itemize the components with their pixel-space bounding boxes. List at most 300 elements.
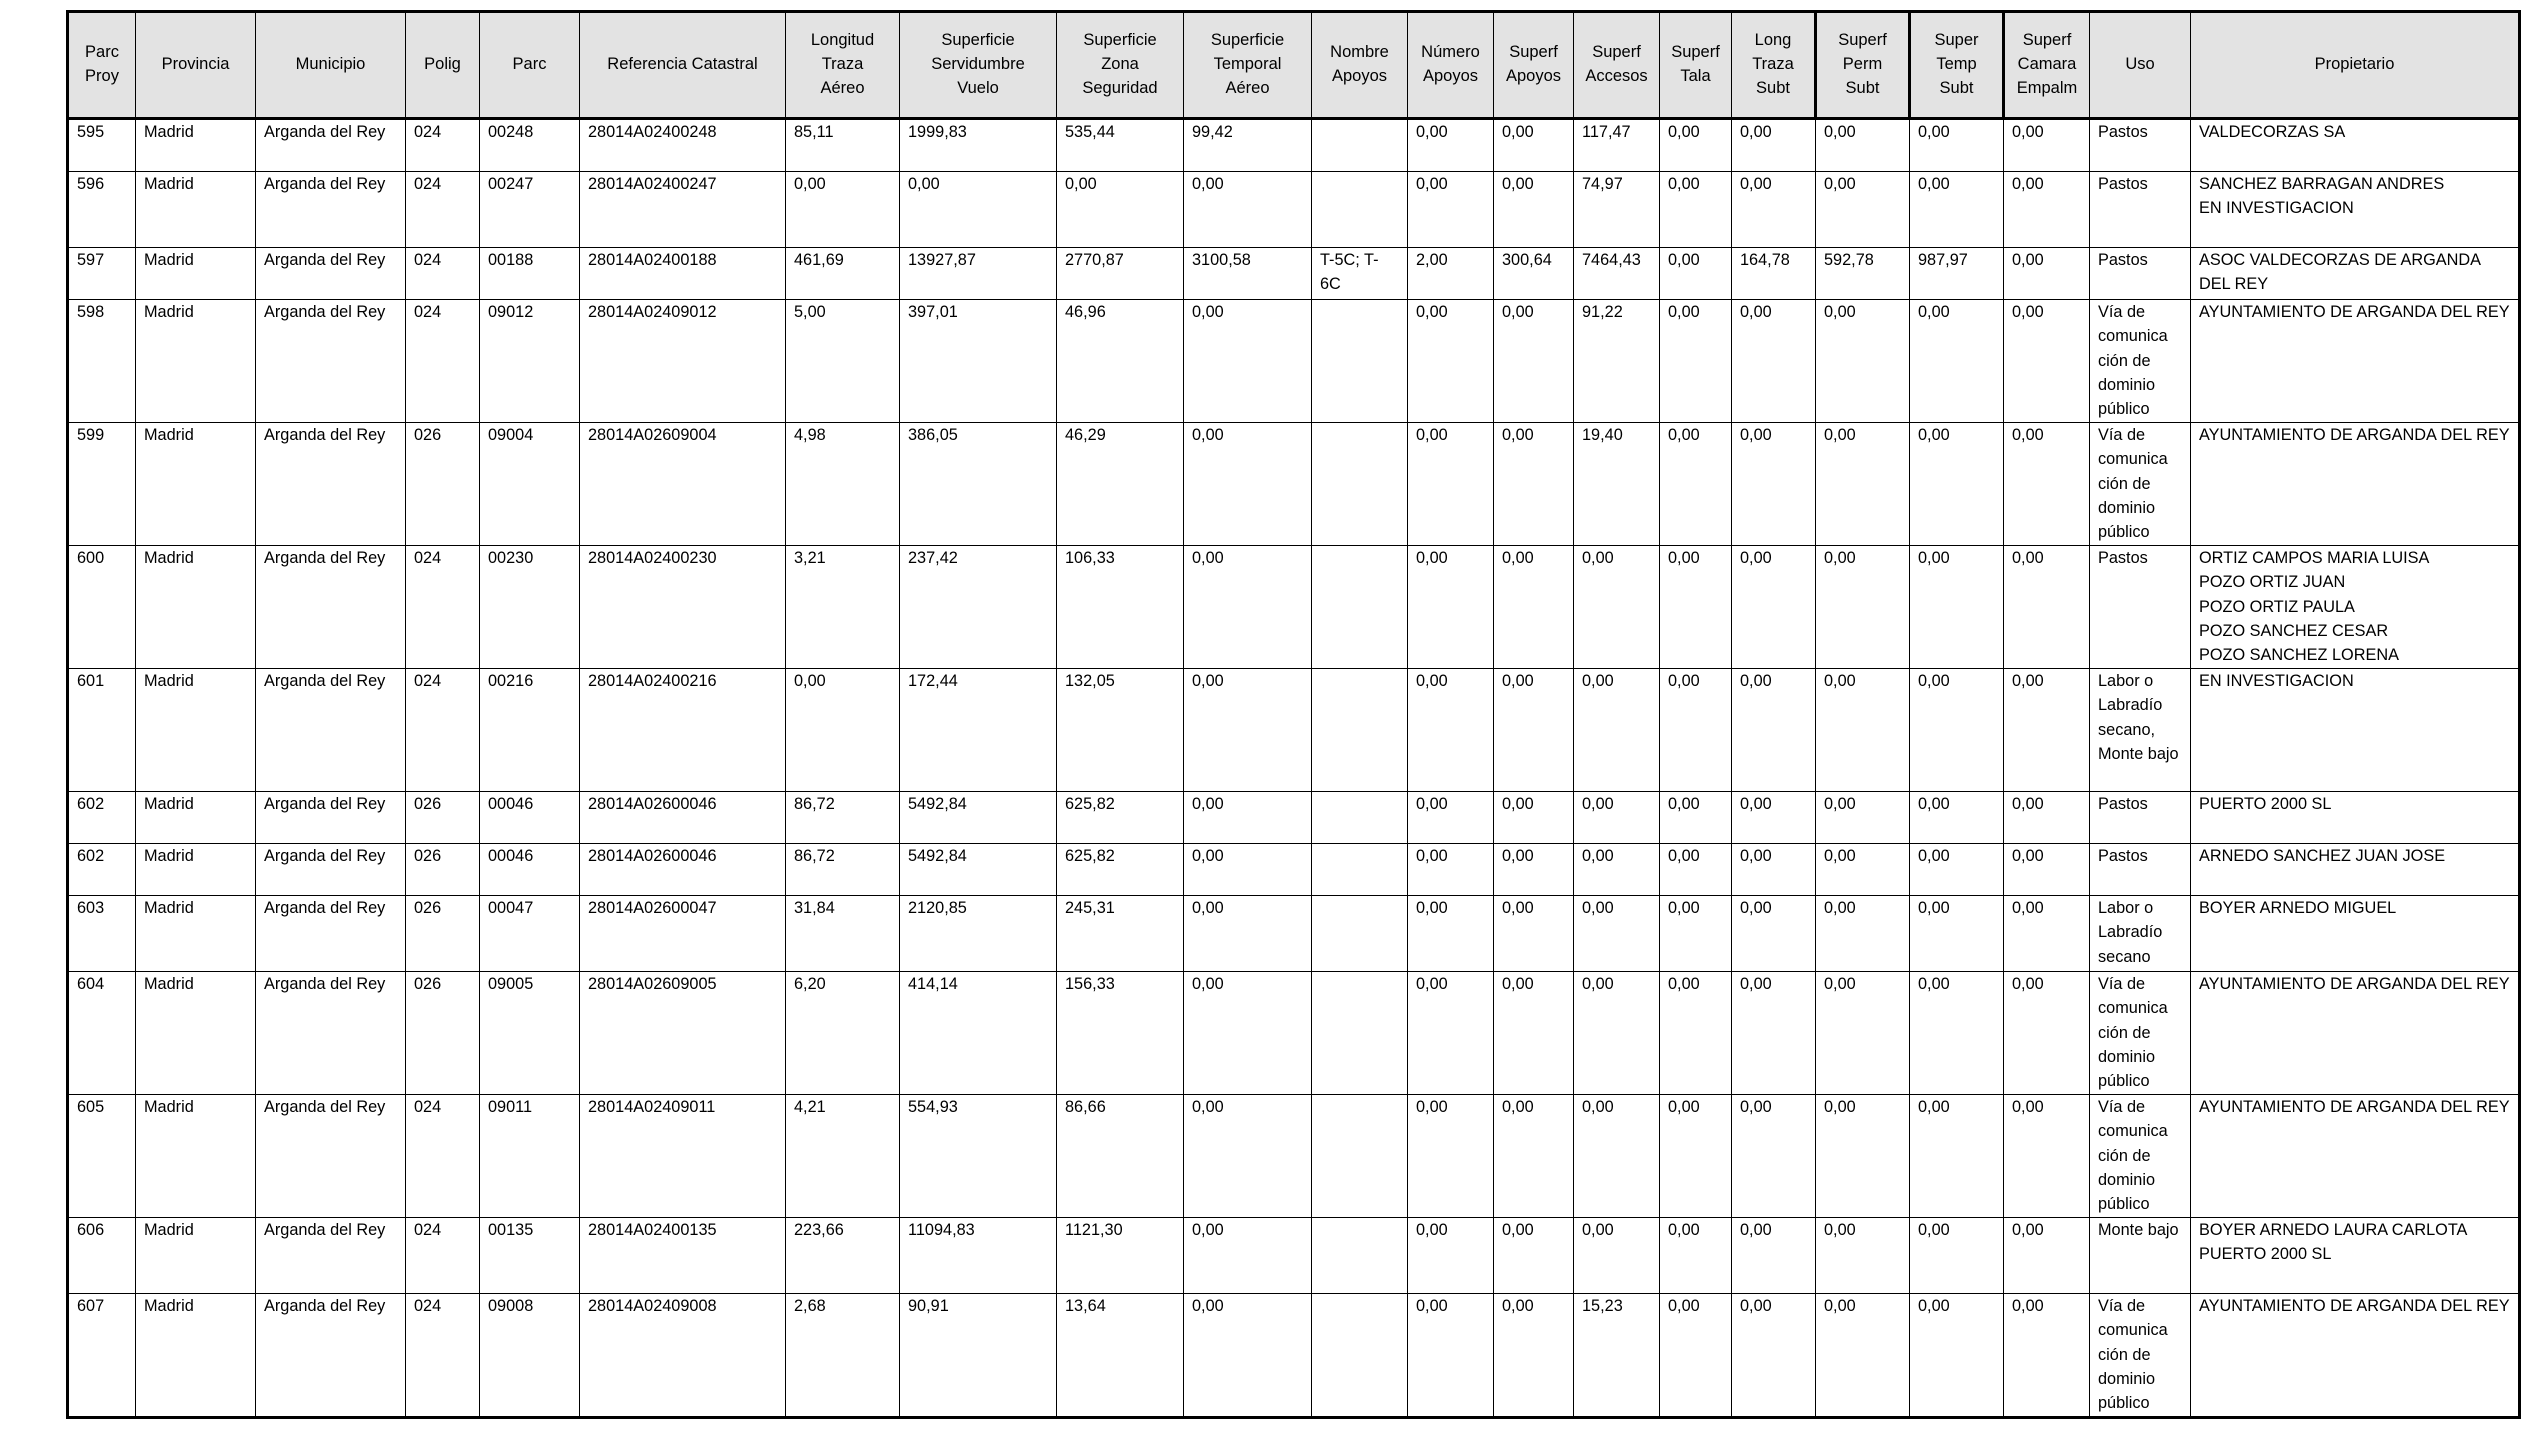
cell-superficie-temporal-aereo: 0,00 bbox=[1184, 792, 1312, 844]
cell-superf-accesos: 0,00 bbox=[1574, 1095, 1660, 1218]
cell-superficie-zona-seguridad: 535,44 bbox=[1057, 119, 1184, 172]
col-header-parc-proy: Parc Proy bbox=[68, 12, 136, 119]
cell-superf-apoyos: 0,00 bbox=[1494, 119, 1574, 172]
cell-propietario: AYUNTAMIENTO DE ARGANDA DEL REY bbox=[2191, 1294, 2520, 1418]
cell-provincia: Madrid bbox=[136, 119, 256, 172]
cell-superf-tala: 0,00 bbox=[1660, 896, 1732, 972]
cell-super-temp-subt: 0,00 bbox=[1910, 1218, 2004, 1294]
cell-uso: Monte bajo bbox=[2090, 1218, 2191, 1294]
cell-parc: 00248 bbox=[480, 119, 580, 172]
cell-long-traza-subt: 0,00 bbox=[1732, 972, 1816, 1095]
cell-polig: 024 bbox=[406, 248, 480, 300]
cell-superf-camara-empalm: 0,00 bbox=[2004, 119, 2090, 172]
cell-referencia-catastral: 28014A02600046 bbox=[580, 792, 786, 844]
cell-polig: 024 bbox=[406, 1294, 480, 1418]
cell-uso: Labor o Labradío secano, Monte bajo bbox=[2090, 669, 2191, 792]
col-header-superf-accesos: Superf Accesos bbox=[1574, 12, 1660, 119]
cell-long-traza-subt: 0,00 bbox=[1732, 896, 1816, 972]
cell-municipio: Arganda del Rey bbox=[256, 423, 406, 546]
cell-referencia-catastral: 28014A02600047 bbox=[580, 896, 786, 972]
cell-polig: 024 bbox=[406, 669, 480, 792]
cell-municipio: Arganda del Rey bbox=[256, 972, 406, 1095]
table-row bbox=[68, 248, 2520, 300]
cell-referencia-catastral: 28014A02409011 bbox=[580, 1095, 786, 1218]
cell-nombre-apoyos bbox=[1312, 1218, 1408, 1294]
cell-parc: 09004 bbox=[480, 423, 580, 546]
cell-numero-apoyos: 0,00 bbox=[1408, 896, 1494, 972]
cell-superficie-temporal-aereo: 0,00 bbox=[1184, 669, 1312, 792]
cell-superficie-temporal-aereo: 0,00 bbox=[1184, 1095, 1312, 1218]
cell-parc-proy: 600 bbox=[68, 546, 136, 669]
cell-superf-camara-empalm: 0,00 bbox=[2004, 172, 2090, 248]
cell-uso: Pastos bbox=[2090, 248, 2191, 300]
parcel-table bbox=[66, 10, 2521, 1419]
cell-provincia: Madrid bbox=[136, 669, 256, 792]
cell-provincia: Madrid bbox=[136, 423, 256, 546]
cell-parc: 00046 bbox=[480, 844, 580, 896]
cell-superficie-servidumbre-vuelo: 0,00 bbox=[900, 172, 1057, 248]
col-header-super-temp-subt: Super Temp Subt bbox=[1910, 12, 2004, 119]
cell-referencia-catastral: 28014A02409008 bbox=[580, 1294, 786, 1418]
col-header-superficie-temporal-aereo: Superficie Temporal Aéreo bbox=[1184, 12, 1312, 119]
cell-uso: Labor o Labradío secano bbox=[2090, 896, 2191, 972]
cell-long-traza-subt: 0,00 bbox=[1732, 300, 1816, 423]
cell-municipio: Arganda del Rey bbox=[256, 844, 406, 896]
table-row bbox=[68, 972, 2520, 1095]
cell-long-traza-subt: 0,00 bbox=[1732, 669, 1816, 792]
cell-polig: 024 bbox=[406, 119, 480, 172]
cell-longitud-traza-aereo: 2,68 bbox=[786, 1294, 900, 1418]
cell-superf-apoyos: 0,00 bbox=[1494, 172, 1574, 248]
cell-super-temp-subt: 0,00 bbox=[1910, 669, 2004, 792]
cell-municipio: Arganda del Rey bbox=[256, 1095, 406, 1218]
cell-numero-apoyos: 0,00 bbox=[1408, 423, 1494, 546]
cell-superf-accesos: 117,47 bbox=[1574, 119, 1660, 172]
cell-long-traza-subt: 0,00 bbox=[1732, 546, 1816, 669]
cell-provincia: Madrid bbox=[136, 248, 256, 300]
cell-long-traza-subt: 0,00 bbox=[1732, 423, 1816, 546]
cell-parc-proy: 598 bbox=[68, 300, 136, 423]
col-header-municipio: Municipio bbox=[256, 12, 406, 119]
cell-polig: 024 bbox=[406, 172, 480, 248]
cell-propietario: AYUNTAMIENTO DE ARGANDA DEL REY bbox=[2191, 1095, 2520, 1218]
cell-propietario: AYUNTAMIENTO DE ARGANDA DEL REY bbox=[2191, 300, 2520, 423]
cell-referencia-catastral: 28014A02400230 bbox=[580, 546, 786, 669]
cell-long-traza-subt: 0,00 bbox=[1732, 844, 1816, 896]
table-row bbox=[68, 896, 2520, 972]
cell-parc-proy: 607 bbox=[68, 1294, 136, 1418]
table-row bbox=[68, 119, 2520, 172]
cell-numero-apoyos: 0,00 bbox=[1408, 546, 1494, 669]
cell-superficie-zona-seguridad: 46,96 bbox=[1057, 300, 1184, 423]
cell-long-traza-subt: 0,00 bbox=[1732, 1218, 1816, 1294]
cell-longitud-traza-aereo: 0,00 bbox=[786, 669, 900, 792]
cell-numero-apoyos: 0,00 bbox=[1408, 300, 1494, 423]
cell-propietario: AYUNTAMIENTO DE ARGANDA DEL REY bbox=[2191, 972, 2520, 1095]
cell-numero-apoyos: 0,00 bbox=[1408, 119, 1494, 172]
cell-parc-proy: 601 bbox=[68, 669, 136, 792]
cell-nombre-apoyos bbox=[1312, 119, 1408, 172]
cell-provincia: Madrid bbox=[136, 300, 256, 423]
cell-longitud-traza-aereo: 461,69 bbox=[786, 248, 900, 300]
cell-longitud-traza-aereo: 4,21 bbox=[786, 1095, 900, 1218]
cell-uso: Vía de comunica ción de dominio público bbox=[2090, 1294, 2191, 1418]
cell-superf-tala: 0,00 bbox=[1660, 1218, 1732, 1294]
col-header-long-traza-subt: Long Traza Subt bbox=[1732, 12, 1816, 119]
cell-superf-tala: 0,00 bbox=[1660, 300, 1732, 423]
cell-parc: 09012 bbox=[480, 300, 580, 423]
cell-superf-apoyos: 0,00 bbox=[1494, 546, 1574, 669]
cell-polig: 026 bbox=[406, 792, 480, 844]
cell-provincia: Madrid bbox=[136, 972, 256, 1095]
cell-provincia: Madrid bbox=[136, 896, 256, 972]
table-row bbox=[68, 546, 2520, 669]
cell-superf-tala: 0,00 bbox=[1660, 844, 1732, 896]
cell-superficie-temporal-aereo: 0,00 bbox=[1184, 1294, 1312, 1418]
cell-referencia-catastral: 28014A02400188 bbox=[580, 248, 786, 300]
cell-longitud-traza-aereo: 3,21 bbox=[786, 546, 900, 669]
cell-superf-apoyos: 0,00 bbox=[1494, 1095, 1574, 1218]
cell-propietario: AYUNTAMIENTO DE ARGANDA DEL REY bbox=[2191, 423, 2520, 546]
cell-super-temp-subt: 0,00 bbox=[1910, 792, 2004, 844]
cell-superf-perm-subt: 0,00 bbox=[1816, 172, 1910, 248]
cell-superficie-zona-seguridad: 625,82 bbox=[1057, 844, 1184, 896]
cell-municipio: Arganda del Rey bbox=[256, 172, 406, 248]
cell-superf-apoyos: 300,64 bbox=[1494, 248, 1574, 300]
cell-superficie-temporal-aereo: 0,00 bbox=[1184, 972, 1312, 1095]
cell-parc: 00188 bbox=[480, 248, 580, 300]
cell-polig: 026 bbox=[406, 844, 480, 896]
table-row bbox=[68, 1218, 2520, 1294]
cell-superf-accesos: 0,00 bbox=[1574, 792, 1660, 844]
cell-superf-tala: 0,00 bbox=[1660, 423, 1732, 546]
cell-referencia-catastral: 28014A02400247 bbox=[580, 172, 786, 248]
cell-superficie-zona-seguridad: 13,64 bbox=[1057, 1294, 1184, 1418]
cell-polig: 026 bbox=[406, 896, 480, 972]
cell-long-traza-subt: 0,00 bbox=[1732, 792, 1816, 844]
cell-superf-perm-subt: 0,00 bbox=[1816, 423, 1910, 546]
cell-uso: Pastos bbox=[2090, 119, 2191, 172]
cell-superf-tala: 0,00 bbox=[1660, 792, 1732, 844]
col-header-propietario: Propietario bbox=[2191, 12, 2520, 119]
col-header-parc: Parc bbox=[480, 12, 580, 119]
cell-provincia: Madrid bbox=[136, 1294, 256, 1418]
col-header-superficie-zona-seguridad: Superficie Zona Seguridad bbox=[1057, 12, 1184, 119]
cell-parc: 00046 bbox=[480, 792, 580, 844]
cell-municipio: Arganda del Rey bbox=[256, 792, 406, 844]
cell-superf-accesos: 91,22 bbox=[1574, 300, 1660, 423]
cell-superf-perm-subt: 0,00 bbox=[1816, 119, 1910, 172]
cell-superficie-temporal-aereo: 3100,58 bbox=[1184, 248, 1312, 300]
cell-municipio: Arganda del Rey bbox=[256, 300, 406, 423]
cell-referencia-catastral: 28014A02400248 bbox=[580, 119, 786, 172]
cell-longitud-traza-aereo: 223,66 bbox=[786, 1218, 900, 1294]
cell-numero-apoyos: 0,00 bbox=[1408, 1218, 1494, 1294]
cell-superficie-zona-seguridad: 0,00 bbox=[1057, 172, 1184, 248]
cell-provincia: Madrid bbox=[136, 546, 256, 669]
table-row bbox=[68, 1095, 2520, 1218]
col-header-superf-perm-subt: Superf Perm Subt bbox=[1816, 12, 1910, 119]
cell-super-temp-subt: 0,00 bbox=[1910, 1095, 2004, 1218]
cell-superficie-zona-seguridad: 625,82 bbox=[1057, 792, 1184, 844]
cell-superf-accesos: 0,00 bbox=[1574, 1218, 1660, 1294]
cell-provincia: Madrid bbox=[136, 844, 256, 896]
cell-longitud-traza-aereo: 86,72 bbox=[786, 844, 900, 896]
cell-super-temp-subt: 987,97 bbox=[1910, 248, 2004, 300]
col-header-superf-tala: Superf Tala bbox=[1660, 12, 1732, 119]
cell-superf-perm-subt: 0,00 bbox=[1816, 972, 1910, 1095]
cell-parc-proy: 602 bbox=[68, 792, 136, 844]
cell-municipio: Arganda del Rey bbox=[256, 896, 406, 972]
cell-nombre-apoyos: T-5C; T-6C bbox=[1312, 248, 1408, 300]
cell-superficie-zona-seguridad: 106,33 bbox=[1057, 546, 1184, 669]
cell-parc-proy: 606 bbox=[68, 1218, 136, 1294]
cell-superf-camara-empalm: 0,00 bbox=[2004, 300, 2090, 423]
cell-propietario: VALDECORZAS SA bbox=[2191, 119, 2520, 172]
cell-superficie-temporal-aereo: 0,00 bbox=[1184, 896, 1312, 972]
cell-superficie-temporal-aereo: 0,00 bbox=[1184, 423, 1312, 546]
cell-superf-accesos: 19,40 bbox=[1574, 423, 1660, 546]
cell-superf-camara-empalm: 0,00 bbox=[2004, 1294, 2090, 1418]
cell-long-traza-subt: 0,00 bbox=[1732, 1294, 1816, 1418]
cell-municipio: Arganda del Rey bbox=[256, 546, 406, 669]
cell-superf-apoyos: 0,00 bbox=[1494, 423, 1574, 546]
parcel-table-sheet bbox=[66, 10, 2521, 1419]
cell-polig: 024 bbox=[406, 1218, 480, 1294]
cell-superf-camara-empalm: 0,00 bbox=[2004, 1218, 2090, 1294]
cell-superficie-temporal-aereo: 0,00 bbox=[1184, 546, 1312, 669]
cell-superficie-servidumbre-vuelo: 397,01 bbox=[900, 300, 1057, 423]
cell-numero-apoyos: 0,00 bbox=[1408, 844, 1494, 896]
cell-uso: Vía de comunica ción de dominio público bbox=[2090, 423, 2191, 546]
cell-superf-apoyos: 0,00 bbox=[1494, 844, 1574, 896]
cell-uso: Vía de comunica ción de dominio público bbox=[2090, 300, 2191, 423]
header-row bbox=[68, 12, 2520, 119]
cell-superficie-servidumbre-vuelo: 1999,83 bbox=[900, 119, 1057, 172]
cell-municipio: Arganda del Rey bbox=[256, 119, 406, 172]
cell-super-temp-subt: 0,00 bbox=[1910, 844, 2004, 896]
cell-superf-perm-subt: 0,00 bbox=[1816, 1218, 1910, 1294]
cell-super-temp-subt: 0,00 bbox=[1910, 972, 2004, 1095]
cell-municipio: Arganda del Rey bbox=[256, 669, 406, 792]
cell-superf-tala: 0,00 bbox=[1660, 669, 1732, 792]
cell-nombre-apoyos bbox=[1312, 172, 1408, 248]
cell-superficie-temporal-aereo: 0,00 bbox=[1184, 1218, 1312, 1294]
cell-superficie-servidumbre-vuelo: 5492,84 bbox=[900, 792, 1057, 844]
cell-long-traza-subt: 0,00 bbox=[1732, 172, 1816, 248]
cell-referencia-catastral: 28014A02400135 bbox=[580, 1218, 786, 1294]
cell-superf-perm-subt: 0,00 bbox=[1816, 546, 1910, 669]
cell-referencia-catastral: 28014A02409012 bbox=[580, 300, 786, 423]
cell-superf-perm-subt: 592,78 bbox=[1816, 248, 1910, 300]
cell-superf-camara-empalm: 0,00 bbox=[2004, 1095, 2090, 1218]
cell-propietario: EN INVESTIGACION bbox=[2191, 669, 2520, 792]
cell-long-traza-subt: 0,00 bbox=[1732, 1095, 1816, 1218]
cell-uso: Pastos bbox=[2090, 844, 2191, 896]
cell-longitud-traza-aereo: 31,84 bbox=[786, 896, 900, 972]
cell-uso: Vía de comunica ción de dominio público bbox=[2090, 1095, 2191, 1218]
cell-superf-tala: 0,00 bbox=[1660, 172, 1732, 248]
cell-polig: 026 bbox=[406, 972, 480, 1095]
cell-superf-camara-empalm: 0,00 bbox=[2004, 844, 2090, 896]
cell-superficie-zona-seguridad: 132,05 bbox=[1057, 669, 1184, 792]
cell-nombre-apoyos bbox=[1312, 972, 1408, 1095]
cell-nombre-apoyos bbox=[1312, 1095, 1408, 1218]
cell-nombre-apoyos bbox=[1312, 792, 1408, 844]
cell-municipio: Arganda del Rey bbox=[256, 1218, 406, 1294]
cell-superf-accesos: 0,00 bbox=[1574, 669, 1660, 792]
cell-uso: Pastos bbox=[2090, 792, 2191, 844]
cell-superficie-servidumbre-vuelo: 11094,83 bbox=[900, 1218, 1057, 1294]
col-header-polig: Polig bbox=[406, 12, 480, 119]
cell-super-temp-subt: 0,00 bbox=[1910, 546, 2004, 669]
cell-provincia: Madrid bbox=[136, 1095, 256, 1218]
table-row bbox=[68, 423, 2520, 546]
cell-numero-apoyos: 0,00 bbox=[1408, 172, 1494, 248]
cell-superf-tala: 0,00 bbox=[1660, 972, 1732, 1095]
cell-numero-apoyos: 0,00 bbox=[1408, 792, 1494, 844]
cell-polig: 026 bbox=[406, 423, 480, 546]
cell-propietario: BOYER ARNEDO MIGUEL bbox=[2191, 896, 2520, 972]
cell-superf-camara-empalm: 0,00 bbox=[2004, 896, 2090, 972]
table-row bbox=[68, 669, 2520, 792]
cell-superf-camara-empalm: 0,00 bbox=[2004, 669, 2090, 792]
cell-parc: 09011 bbox=[480, 1095, 580, 1218]
cell-superf-accesos: 0,00 bbox=[1574, 896, 1660, 972]
cell-longitud-traza-aereo: 6,20 bbox=[786, 972, 900, 1095]
cell-referencia-catastral: 28014A02609004 bbox=[580, 423, 786, 546]
cell-parc: 09005 bbox=[480, 972, 580, 1095]
cell-superf-perm-subt: 0,00 bbox=[1816, 792, 1910, 844]
col-header-superf-camara-empalm: Superf Camara Empalm bbox=[2004, 12, 2090, 119]
cell-polig: 024 bbox=[406, 1095, 480, 1218]
cell-propietario: SANCHEZ BARRAGAN ANDRES EN INVESTIGACION bbox=[2191, 172, 2520, 248]
cell-superf-apoyos: 0,00 bbox=[1494, 669, 1574, 792]
cell-numero-apoyos: 0,00 bbox=[1408, 669, 1494, 792]
cell-superficie-servidumbre-vuelo: 13927,87 bbox=[900, 248, 1057, 300]
cell-parc: 00216 bbox=[480, 669, 580, 792]
cell-propietario: ORTIZ CAMPOS MARIA LUISA POZO ORTIZ JUAN POZO ORTIZ PAULA POZO SANCHEZ CESAR POZO SANCHEZ LORENA bbox=[2191, 546, 2520, 669]
cell-superf-tala: 0,00 bbox=[1660, 248, 1732, 300]
cell-superf-apoyos: 0,00 bbox=[1494, 792, 1574, 844]
cell-numero-apoyos: 2,00 bbox=[1408, 248, 1494, 300]
cell-municipio: Arganda del Rey bbox=[256, 1294, 406, 1418]
cell-superf-accesos: 7464,43 bbox=[1574, 248, 1660, 300]
cell-longitud-traza-aereo: 0,00 bbox=[786, 172, 900, 248]
cell-super-temp-subt: 0,00 bbox=[1910, 896, 2004, 972]
cell-parc-proy: 599 bbox=[68, 423, 136, 546]
cell-parc-proy: 595 bbox=[68, 119, 136, 172]
cell-nombre-apoyos bbox=[1312, 546, 1408, 669]
cell-longitud-traza-aereo: 85,11 bbox=[786, 119, 900, 172]
cell-superf-perm-subt: 0,00 bbox=[1816, 1294, 1910, 1418]
cell-superf-accesos: 15,23 bbox=[1574, 1294, 1660, 1418]
cell-longitud-traza-aereo: 5,00 bbox=[786, 300, 900, 423]
cell-superf-accesos: 0,00 bbox=[1574, 972, 1660, 1095]
cell-numero-apoyos: 0,00 bbox=[1408, 972, 1494, 1095]
cell-superf-apoyos: 0,00 bbox=[1494, 896, 1574, 972]
cell-uso: Pastos bbox=[2090, 546, 2191, 669]
cell-parc-proy: 597 bbox=[68, 248, 136, 300]
cell-parc-proy: 602 bbox=[68, 844, 136, 896]
cell-uso: Vía de comunica ción de dominio público bbox=[2090, 972, 2191, 1095]
cell-referencia-catastral: 28014A02609005 bbox=[580, 972, 786, 1095]
cell-parc: 00230 bbox=[480, 546, 580, 669]
cell-superficie-zona-seguridad: 1121,30 bbox=[1057, 1218, 1184, 1294]
col-header-nombre-apoyos: Nombre Apoyos bbox=[1312, 12, 1408, 119]
cell-propietario: BOYER ARNEDO LAURA CARLOTA PUERTO 2000 SL bbox=[2191, 1218, 2520, 1294]
cell-superficie-servidumbre-vuelo: 90,91 bbox=[900, 1294, 1057, 1418]
cell-super-temp-subt: 0,00 bbox=[1910, 423, 2004, 546]
cell-long-traza-subt: 0,00 bbox=[1732, 119, 1816, 172]
cell-superf-camara-empalm: 0,00 bbox=[2004, 792, 2090, 844]
cell-long-traza-subt: 164,78 bbox=[1732, 248, 1816, 300]
cell-parc: 00135 bbox=[480, 1218, 580, 1294]
col-header-longitud-traza-aereo: Longitud Traza Aéreo bbox=[786, 12, 900, 119]
cell-propietario: ASOC VALDECORZAS DE ARGANDA DEL REY bbox=[2191, 248, 2520, 300]
cell-superficie-servidumbre-vuelo: 172,44 bbox=[900, 669, 1057, 792]
cell-parc: 00047 bbox=[480, 896, 580, 972]
cell-super-temp-subt: 0,00 bbox=[1910, 1294, 2004, 1418]
cell-nombre-apoyos bbox=[1312, 669, 1408, 792]
cell-superf-perm-subt: 0,00 bbox=[1816, 669, 1910, 792]
cell-superf-accesos: 74,97 bbox=[1574, 172, 1660, 248]
col-header-provincia: Provincia bbox=[136, 12, 256, 119]
cell-nombre-apoyos bbox=[1312, 1294, 1408, 1418]
cell-parc-proy: 603 bbox=[68, 896, 136, 972]
cell-parc-proy: 604 bbox=[68, 972, 136, 1095]
cell-super-temp-subt: 0,00 bbox=[1910, 300, 2004, 423]
cell-superficie-zona-seguridad: 156,33 bbox=[1057, 972, 1184, 1095]
cell-parc-proy: 596 bbox=[68, 172, 136, 248]
cell-provincia: Madrid bbox=[136, 1218, 256, 1294]
cell-superf-tala: 0,00 bbox=[1660, 546, 1732, 669]
table-row bbox=[68, 172, 2520, 248]
cell-propietario: PUERTO 2000 SL bbox=[2191, 792, 2520, 844]
cell-superficie-servidumbre-vuelo: 237,42 bbox=[900, 546, 1057, 669]
cell-super-temp-subt: 0,00 bbox=[1910, 119, 2004, 172]
cell-polig: 024 bbox=[406, 546, 480, 669]
cell-numero-apoyos: 0,00 bbox=[1408, 1095, 1494, 1218]
cell-superf-tala: 0,00 bbox=[1660, 119, 1732, 172]
cell-superficie-temporal-aereo: 99,42 bbox=[1184, 119, 1312, 172]
cell-numero-apoyos: 0,00 bbox=[1408, 1294, 1494, 1418]
cell-superf-perm-subt: 0,00 bbox=[1816, 300, 1910, 423]
cell-superficie-servidumbre-vuelo: 386,05 bbox=[900, 423, 1057, 546]
cell-parc-proy: 605 bbox=[68, 1095, 136, 1218]
cell-longitud-traza-aereo: 86,72 bbox=[786, 792, 900, 844]
cell-polig: 024 bbox=[406, 300, 480, 423]
table-row bbox=[68, 1294, 2520, 1418]
cell-super-temp-subt: 0,00 bbox=[1910, 172, 2004, 248]
cell-superf-camara-empalm: 0,00 bbox=[2004, 423, 2090, 546]
cell-uso: Pastos bbox=[2090, 172, 2191, 248]
cell-superf-perm-subt: 0,00 bbox=[1816, 844, 1910, 896]
cell-nombre-apoyos bbox=[1312, 300, 1408, 423]
cell-superficie-zona-seguridad: 46,29 bbox=[1057, 423, 1184, 546]
cell-superf-camara-empalm: 0,00 bbox=[2004, 248, 2090, 300]
cell-propietario: ARNEDO SANCHEZ JUAN JOSE bbox=[2191, 844, 2520, 896]
cell-municipio: Arganda del Rey bbox=[256, 248, 406, 300]
col-header-uso: Uso bbox=[2090, 12, 2191, 119]
cell-superficie-servidumbre-vuelo: 414,14 bbox=[900, 972, 1057, 1095]
cell-superf-tala: 0,00 bbox=[1660, 1294, 1732, 1418]
cell-superficie-servidumbre-vuelo: 5492,84 bbox=[900, 844, 1057, 896]
cell-provincia: Madrid bbox=[136, 172, 256, 248]
cell-superf-camara-empalm: 0,00 bbox=[2004, 972, 2090, 1095]
col-header-superf-apoyos: Superf Apoyos bbox=[1494, 12, 1574, 119]
cell-referencia-catastral: 28014A02600046 bbox=[580, 844, 786, 896]
